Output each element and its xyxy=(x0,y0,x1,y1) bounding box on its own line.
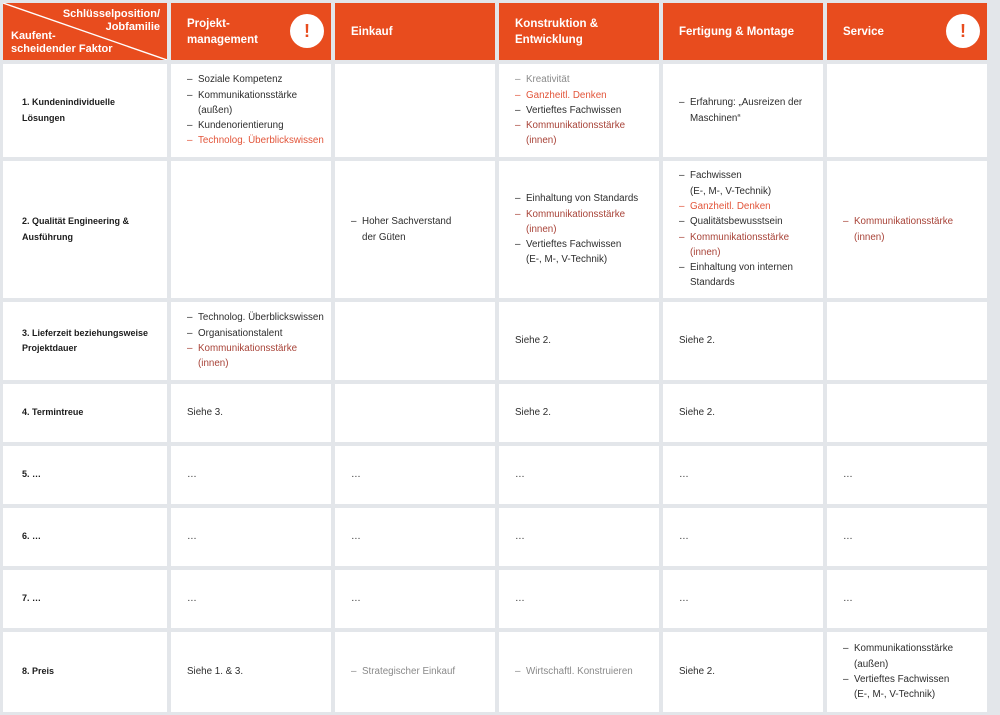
text-line: 3. Lieferzeit beziehungsweise xyxy=(22,327,149,338)
bullet-item xyxy=(187,310,324,325)
column-header xyxy=(663,3,823,60)
matrix-cell xyxy=(663,384,823,442)
text-line: – Wirtschaftl. Konstruieren xyxy=(526,666,633,678)
text-line: – Hoher Sachverstand xyxy=(362,216,452,228)
bullet-item xyxy=(515,191,638,206)
row-label-text xyxy=(22,326,148,357)
bullet-text xyxy=(690,230,789,261)
matrix-cell xyxy=(499,384,659,442)
matrix-cell xyxy=(335,161,495,298)
reference-note: … xyxy=(187,593,197,605)
matrix-cell xyxy=(335,64,495,157)
bullet-item xyxy=(843,214,953,245)
bullet-item xyxy=(679,214,793,229)
bullet-item xyxy=(515,207,638,238)
reference-note: Siehe 2. xyxy=(515,407,551,419)
row-label-text xyxy=(22,529,41,545)
row-label-text xyxy=(22,467,41,483)
reference-note: … xyxy=(843,593,853,605)
column-header-label xyxy=(351,24,393,40)
text-line: 5. … xyxy=(22,469,42,480)
text-line: (innen) xyxy=(526,223,557,235)
bullet-item xyxy=(351,214,451,245)
matrix-cell xyxy=(171,302,331,380)
text-line: Maschinen“ xyxy=(690,112,741,124)
reference-note: … xyxy=(515,531,525,543)
column-header xyxy=(827,3,987,60)
text-line: Entwicklung xyxy=(515,33,583,46)
bullet-text xyxy=(526,103,621,118)
text-line: – Kommunikationsstärke xyxy=(198,343,298,354)
matrix-cell xyxy=(827,384,987,442)
bullet-text xyxy=(198,341,297,372)
matrix-cell xyxy=(499,508,659,566)
reference-note: … xyxy=(351,469,361,481)
column-header-label xyxy=(187,16,258,48)
corner-cell xyxy=(3,3,167,60)
row-label xyxy=(3,508,167,566)
bullet-text xyxy=(526,237,621,268)
text-line: Standards xyxy=(690,277,735,289)
reference-note: Siehe 2. xyxy=(515,335,551,347)
bullet-list xyxy=(515,72,625,148)
bullet-text xyxy=(690,214,783,229)
bullet-list xyxy=(187,72,324,148)
bullet-list xyxy=(679,168,793,290)
matrix-cell xyxy=(663,161,823,298)
reference-note: Siehe 1. & 3. xyxy=(187,666,244,678)
text-line: Projekt- xyxy=(187,17,230,30)
column-header-label xyxy=(679,24,794,40)
column-header-label xyxy=(515,16,598,48)
column-header-label xyxy=(843,24,884,40)
bullet-item xyxy=(515,118,625,149)
text-line: scheidender Faktor xyxy=(11,43,113,55)
bullet-item xyxy=(187,326,324,341)
text-line: – Soziale Kompetenz xyxy=(198,74,283,86)
text-line: (innen) xyxy=(690,246,721,258)
bullet-item xyxy=(187,133,324,148)
column-header xyxy=(499,3,659,60)
reference-note: … xyxy=(515,593,525,605)
bullet-item xyxy=(843,672,953,703)
bullet-item xyxy=(187,118,324,133)
bullet-text xyxy=(198,310,324,325)
bullet-item xyxy=(187,341,324,372)
bullet-list xyxy=(351,664,455,679)
text-line: 7. … xyxy=(22,593,42,604)
row-label xyxy=(3,446,167,504)
exclamation-icon: ! xyxy=(290,14,324,48)
reference-note: Siehe 2. xyxy=(679,407,715,419)
text-line: (innen) xyxy=(526,135,557,147)
bullet-text xyxy=(362,664,455,679)
bullet-text xyxy=(854,641,953,672)
text-line: – Kreativität xyxy=(526,74,570,86)
text-line: 6. … xyxy=(22,531,42,542)
matrix-cell xyxy=(335,570,495,628)
matrix-cell xyxy=(171,384,331,442)
text-line: – Kundenorientierung xyxy=(198,120,284,132)
matrix-cell xyxy=(499,570,659,628)
matrix-cell xyxy=(827,632,987,712)
bullet-text xyxy=(526,72,570,87)
text-line: – Kommunikationsstärke xyxy=(526,120,626,132)
row-label xyxy=(3,64,167,157)
text-line: – Einhaltung von internen xyxy=(690,262,793,274)
matrix-cell xyxy=(827,508,987,566)
bullet-item xyxy=(515,664,633,679)
bullet-text xyxy=(690,260,793,291)
bullet-text xyxy=(198,326,282,341)
matrix-cell xyxy=(335,384,495,442)
text-line: – Organisationstalent xyxy=(198,327,283,339)
row-label xyxy=(3,384,167,442)
text-line: Lösungen xyxy=(22,112,65,123)
text-line: – Qualitätsbewusstsein xyxy=(690,216,783,228)
text-line: Jobfamilie xyxy=(105,21,160,33)
matrix-cell xyxy=(171,508,331,566)
bullet-item xyxy=(515,237,638,268)
reference-note: … xyxy=(679,593,689,605)
column-header xyxy=(335,3,495,60)
matrix-cell xyxy=(499,632,659,712)
text-line: – Einhaltung von Standards xyxy=(526,193,639,205)
text-line: – Fachwissen xyxy=(690,170,742,182)
matrix-cell xyxy=(827,302,987,380)
matrix-cell xyxy=(335,632,495,712)
matrix-cell xyxy=(335,508,495,566)
text-line: – Technolog. Überblickswissen xyxy=(198,135,324,147)
text-line: (außen) xyxy=(198,104,233,116)
matrix-cell xyxy=(499,302,659,380)
text-line: Service xyxy=(843,25,884,38)
row-label xyxy=(3,302,167,380)
matrix-cell xyxy=(663,570,823,628)
text-line: Einkauf xyxy=(351,25,393,38)
reference-note: … xyxy=(515,469,525,481)
text-line: Ausführung xyxy=(22,231,73,242)
bullet-item xyxy=(843,641,953,672)
bullet-item xyxy=(679,95,802,126)
bullet-text xyxy=(198,88,297,119)
exclamation-icon: ! xyxy=(946,14,980,48)
reference-note: … xyxy=(679,469,689,481)
bullet-list xyxy=(843,641,953,702)
bullet-text xyxy=(362,214,451,245)
text-line: – Kommunikationsstärke xyxy=(526,208,626,220)
reference-note: Siehe 2. xyxy=(679,666,715,678)
bullet-text xyxy=(690,168,771,199)
text-line: der Güten xyxy=(362,231,406,243)
bullet-text xyxy=(526,664,633,679)
bullet-item xyxy=(679,230,793,261)
bullet-list xyxy=(515,664,633,679)
matrix-cell xyxy=(171,570,331,628)
row-label xyxy=(3,632,167,712)
matrix-cell xyxy=(335,302,495,380)
bullet-item xyxy=(187,72,324,87)
reference-note: … xyxy=(351,531,361,543)
matrix-cell xyxy=(663,508,823,566)
text-line: Konstruktion & xyxy=(515,17,599,30)
bullet-list xyxy=(187,310,324,371)
bullet-text xyxy=(854,214,953,245)
text-line: – Kommunikationsstärke xyxy=(198,89,298,101)
bullet-list xyxy=(351,214,451,245)
text-line: (außen) xyxy=(854,658,889,670)
text-line: – Erfahrung: „Ausreizen der xyxy=(690,97,803,109)
text-line: Fertigung & Montage xyxy=(679,25,794,38)
row-label-text xyxy=(22,95,115,126)
reference-note: … xyxy=(843,531,853,543)
text-line: 2. Qualität Engineering & xyxy=(22,216,130,226)
matrix-cell xyxy=(827,161,987,298)
matrix-cell xyxy=(663,446,823,504)
matrix-cell xyxy=(827,64,987,157)
matrix-cell xyxy=(499,446,659,504)
text-line: – Strategischer Einkauf xyxy=(362,666,456,678)
reference-note: … xyxy=(351,593,361,605)
bullet-text xyxy=(526,191,638,206)
row-label-text xyxy=(22,405,83,421)
reference-note: … xyxy=(679,531,689,543)
bullet-text xyxy=(526,88,607,103)
matrix-cell xyxy=(499,64,659,157)
bullet-item xyxy=(187,88,324,119)
bullet-item xyxy=(679,260,793,291)
bullet-list xyxy=(679,95,802,126)
row-label-text xyxy=(22,214,129,245)
bullet-item xyxy=(351,664,455,679)
row-label-text xyxy=(22,591,41,607)
matrix-cell xyxy=(663,632,823,712)
text-line: – Technolog. Überblickswissen xyxy=(198,312,324,324)
bullet-text xyxy=(690,199,771,214)
text-line: – Vertieftes Fachwissen xyxy=(854,674,950,685)
text-line: – Kommunikationsstärke xyxy=(690,231,790,243)
corner-row-caption xyxy=(11,30,112,56)
text-line: – Vertieftes Fachwissen xyxy=(526,239,622,251)
text-line: 4. Termintreue xyxy=(22,407,84,418)
matrix-cell xyxy=(827,446,987,504)
bullet-text xyxy=(690,95,802,126)
text-line: (E-, M-, V-Technik) xyxy=(690,185,772,197)
text-line: Schlüsselposition/ xyxy=(62,8,160,20)
text-line: (E-, M-, V-Technik) xyxy=(854,689,936,701)
bullet-item xyxy=(515,103,625,118)
job-family-matrix xyxy=(3,3,987,712)
text-line: management xyxy=(187,33,258,46)
text-line: – Vertieftes Fachwissen xyxy=(526,104,622,116)
bullet-text xyxy=(198,118,284,133)
text-line: Projektdauer xyxy=(22,343,78,353)
row-label xyxy=(3,570,167,628)
column-header xyxy=(171,3,331,60)
bullet-text xyxy=(526,207,625,238)
text-line: – Ganzheitl. Denken xyxy=(690,200,771,212)
text-line: 1. Kundenindividuelle xyxy=(22,97,116,107)
bullet-item xyxy=(679,168,793,199)
bullet-item xyxy=(515,72,625,87)
matrix-cell xyxy=(663,302,823,380)
matrix-cell xyxy=(499,161,659,298)
reference-note: … xyxy=(187,531,197,543)
text-line: – Ganzheitl. Denken xyxy=(526,89,607,101)
text-line: – Kommunikationsstärke xyxy=(854,643,954,655)
matrix-cell xyxy=(335,446,495,504)
text-line: – Kommunikationsstärke xyxy=(854,216,954,228)
reference-note: … xyxy=(187,469,197,481)
matrix-cell xyxy=(827,570,987,628)
row-label-text xyxy=(22,664,54,680)
bullet-item xyxy=(515,88,625,103)
matrix-cell xyxy=(171,161,331,298)
matrix-cell xyxy=(171,446,331,504)
text-line: (E-, M-, V-Technik) xyxy=(526,254,608,266)
row-label xyxy=(3,161,167,298)
text-line: (innen) xyxy=(198,358,229,370)
matrix-cell xyxy=(171,632,331,712)
bullet-list xyxy=(843,214,953,245)
reference-note: Siehe 2. xyxy=(679,335,715,347)
bullet-text xyxy=(526,118,625,149)
bullet-text xyxy=(198,72,282,87)
bullet-text xyxy=(854,672,949,703)
bullet-text xyxy=(198,133,324,148)
bullet-item xyxy=(679,199,793,214)
reference-note: Siehe 3. xyxy=(187,407,223,419)
matrix-cell xyxy=(663,64,823,157)
matrix-cell xyxy=(171,64,331,157)
text-line: (innen) xyxy=(854,231,885,243)
bullet-list xyxy=(515,191,638,267)
text-line: 8. Preis xyxy=(22,666,55,677)
reference-note: … xyxy=(843,469,853,481)
text-line: Kaufent- xyxy=(11,30,56,42)
